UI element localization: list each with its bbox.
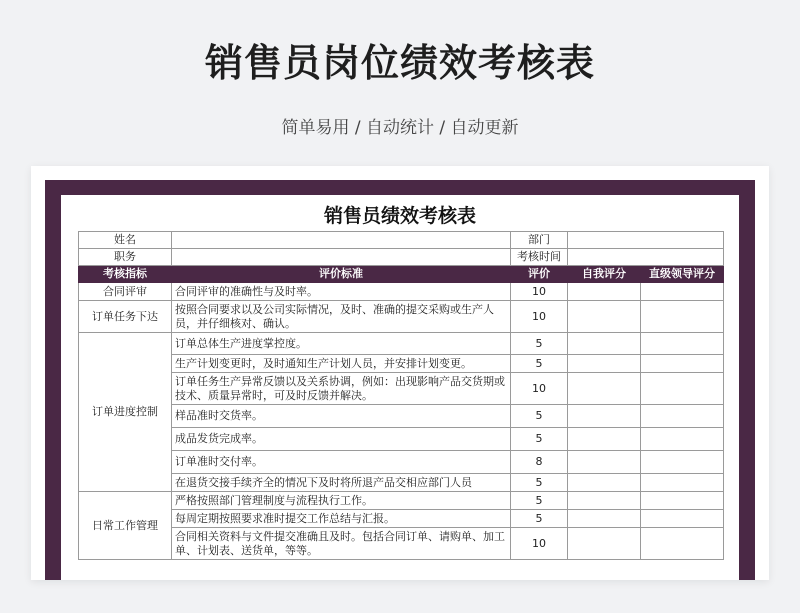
sheet-frame — [45, 180, 755, 580]
indicator-cell: 订单进度控制 — [79, 333, 172, 492]
score-cell: 5 — [511, 355, 568, 373]
header-criterion: 评价标准 — [172, 266, 511, 283]
score-cell: 10 — [511, 373, 568, 405]
indicator-cell: 合同评审 — [79, 283, 172, 301]
table-row — [79, 405, 724, 428]
criterion-cell: 严格按照部门管理制度与流程执行工作。 — [172, 492, 511, 510]
self-score-cell[interactable] — [568, 474, 641, 492]
criterion-cell: 订单准时交付率。 — [172, 451, 511, 474]
leader-score-cell[interactable] — [641, 510, 724, 528]
leader-score-cell[interactable] — [641, 355, 724, 373]
position-value[interactable] — [172, 249, 511, 266]
criterion-cell: 样品准时交货率。 — [172, 405, 511, 428]
self-score-cell[interactable] — [568, 355, 641, 373]
table-row — [79, 474, 724, 492]
dept-label: 部门 — [511, 232, 568, 249]
name-label: 姓名 — [79, 232, 172, 249]
score-cell: 5 — [511, 474, 568, 492]
table-row — [79, 283, 724, 301]
leader-score-cell[interactable] — [641, 451, 724, 474]
info-row-position — [79, 249, 724, 266]
leader-score-cell[interactable] — [641, 492, 724, 510]
score-cell: 10 — [511, 283, 568, 301]
table-row — [79, 301, 724, 333]
name-value[interactable] — [172, 232, 511, 249]
self-score-cell[interactable] — [568, 405, 641, 428]
self-score-cell[interactable] — [568, 510, 641, 528]
self-score-cell[interactable] — [568, 373, 641, 405]
criterion-cell: 订单总体生产进度掌控度。 — [172, 333, 511, 355]
header-self-score: 自我评分 — [568, 266, 641, 283]
criterion-cell: 订单任务生产异常反馈以及关系协调，例如：出现影响产品交货期或技术、质量异常时，可及时反馈并解决。 — [172, 373, 511, 405]
leader-score-cell[interactable] — [641, 301, 724, 333]
score-cell: 10 — [511, 301, 568, 333]
header-score: 评价 — [511, 266, 568, 283]
indicator-cell: 订单任务下达 — [79, 301, 172, 333]
criterion-cell: 合同评审的准确性与及时率。 — [172, 283, 511, 301]
criterion-cell: 按照合同要求以及公司实际情况，及时、准确的提交采购或生产人员，并仔细核对、确认。 — [172, 301, 511, 333]
leader-score-cell[interactable] — [641, 373, 724, 405]
score-cell: 5 — [511, 510, 568, 528]
indicator-cell: 日常工作管理 — [79, 492, 172, 560]
score-cell: 8 — [511, 451, 568, 474]
score-cell: 5 — [511, 333, 568, 355]
table-row — [79, 451, 724, 474]
leader-score-cell[interactable] — [641, 474, 724, 492]
self-score-cell[interactable] — [568, 428, 641, 451]
criterion-cell: 每周定期按照要求准时提交工作总结与汇报。 — [172, 510, 511, 528]
dept-value[interactable] — [568, 232, 724, 249]
self-score-cell[interactable] — [568, 492, 641, 510]
leader-score-cell[interactable] — [641, 528, 724, 560]
table-row — [79, 373, 724, 405]
time-value[interactable] — [568, 249, 724, 266]
page-subtitle: 简单易用 / 自动统计 / 自动更新 — [281, 118, 519, 138]
criterion-cell: 生产计划变更时，及时通知生产计划人员，并安排计划变更。 — [172, 355, 511, 373]
self-score-cell[interactable] — [568, 283, 641, 301]
preview-card — [31, 166, 769, 580]
info-row-name — [79, 232, 724, 249]
evaluation-table — [78, 231, 724, 560]
sheet-title: 销售员绩效考核表 — [323, 205, 476, 227]
score-cell: 5 — [511, 492, 568, 510]
header-leader-score: 直级领导评分 — [641, 266, 724, 283]
table-row — [79, 528, 724, 560]
self-score-cell[interactable] — [568, 301, 641, 333]
position-label: 职务 — [79, 249, 172, 266]
leader-score-cell[interactable] — [641, 405, 724, 428]
criterion-cell: 在退货交接手续齐全的情况下及时将所退产品交相应部门人员 — [172, 474, 511, 492]
criterion-cell: 合同相关资料与文件提交准确且及时。包括合同订单、请购单、加工单、计划表、送货单，等等。 — [172, 528, 511, 560]
leader-score-cell[interactable] — [641, 333, 724, 355]
table-row — [79, 428, 724, 451]
self-score-cell[interactable] — [568, 528, 641, 560]
self-score-cell[interactable] — [568, 451, 641, 474]
table-row — [79, 333, 724, 355]
page-title: 销售员岗位绩效考核表 — [204, 41, 595, 85]
leader-score-cell[interactable] — [641, 283, 724, 301]
score-cell: 5 — [511, 428, 568, 451]
table-row — [79, 492, 724, 510]
self-score-cell[interactable] — [568, 333, 641, 355]
sheet — [61, 195, 739, 580]
criterion-cell: 成品发货完成率。 — [172, 428, 511, 451]
score-cell: 5 — [511, 405, 568, 428]
leader-score-cell[interactable] — [641, 428, 724, 451]
time-label: 考核时间 — [511, 249, 568, 266]
table-row — [79, 355, 724, 373]
header-indicator: 考核指标 — [79, 266, 172, 283]
header-row — [79, 266, 724, 283]
table-row — [79, 510, 724, 528]
score-cell: 10 — [511, 528, 568, 560]
